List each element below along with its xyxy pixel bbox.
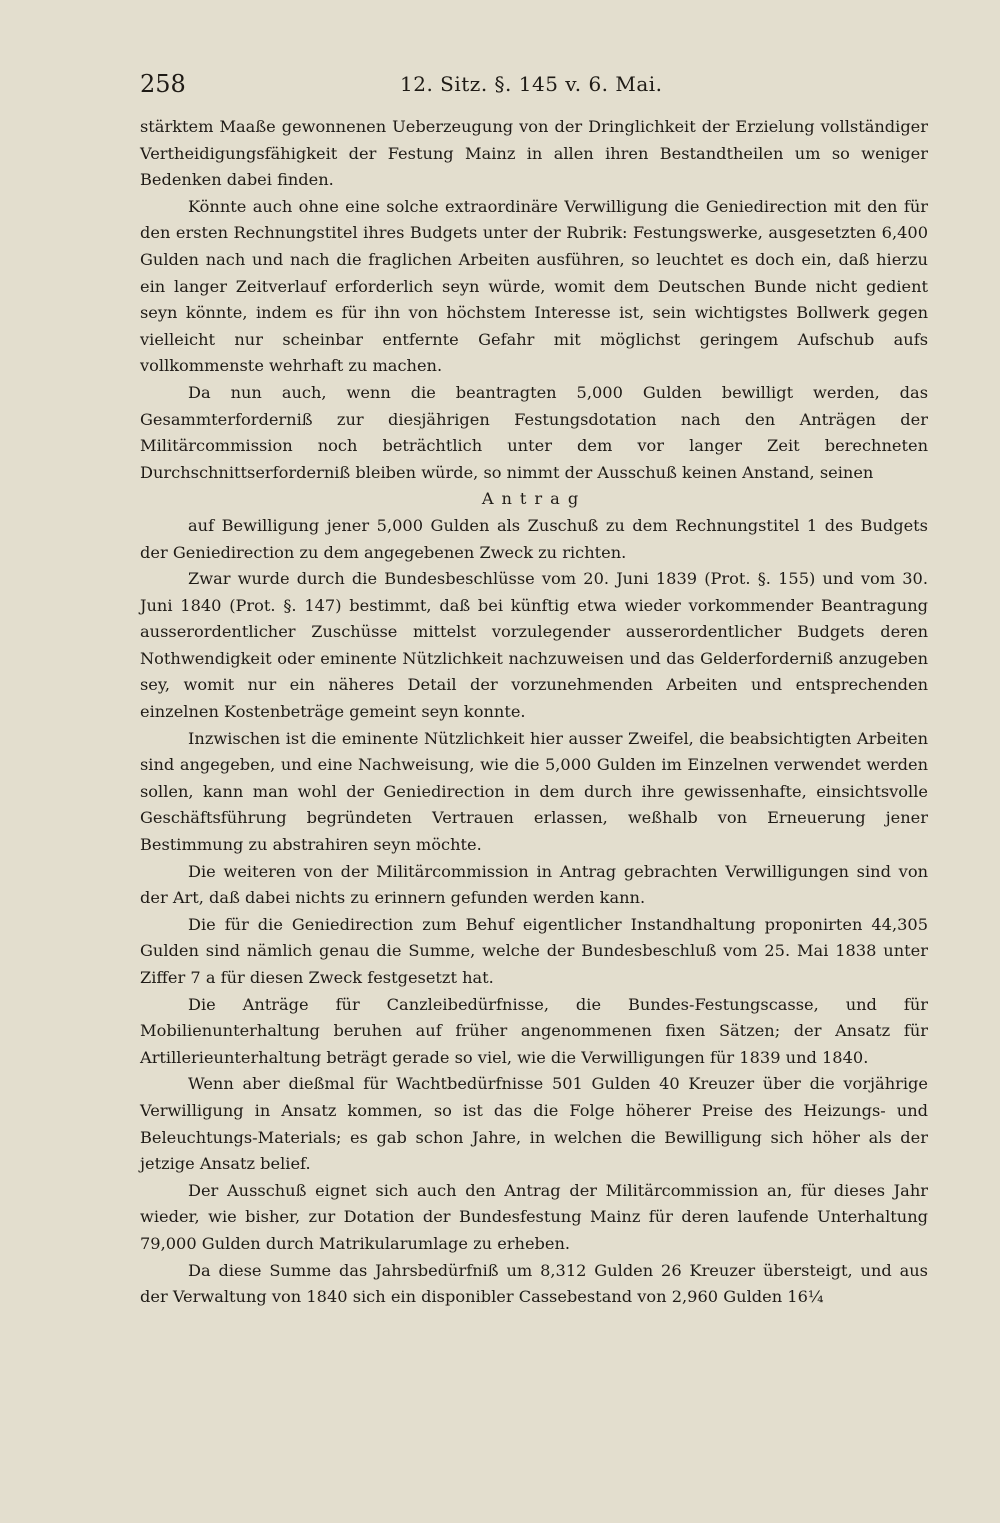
paragraph: Die für die Geniedirection zum Behuf eigentlicher Instandhaltung proponirten 44,305 Gulden sind nämlich genau die Summe, welche der Bundesbeschluß vom 25. Mai 1838 unter Ziffer 7 a für diesen Zweck festgesetzt hat. bbox=[140, 914, 928, 987]
page-number: 258 bbox=[140, 70, 186, 98]
paragraph: Könnte auch ohne eine solche extraordinäre Verwilligung die Geniedirection mit den für den ersten Rechnungstitel ihres Budgets unter der Rubrik: Festungswerke, ausgesetzten 6,400 Gulden nach und nach die fraglichen Arbeiten ausführen, so leuchtet es doch ein, daß hierzu ein langer Zeitverlauf erforderlich seyn würde, womit dem Deutschen Bunde nicht gedient seyn könnte, indem es für ihn von höchstem Interesse ist, sein wichtigstes Bollwerk gegen vielleicht nur scheinbar entfernte Gefahr mit möglichst geringem Aufschub aufs vollkommenste wehrhaft zu machen. bbox=[140, 196, 928, 376]
paragraph: Da diese Summe das Jahrsbedürfniß um 8,312 Gulden 26 Kreuzer übersteigt, und aus der Verwaltung von 1840 sich ein disponibler Cassebestand von 2,960 Gulden 16¼ bbox=[140, 1260, 928, 1307]
paragraph: Die Anträge für Canzleibedürfnisse, die Bundes-Festungscasse, und für Mobilienunterhaltung beruhen auf früher angenommenen fixen Sätzen; der Ansatz für Artillerieunterhaltung beträgt gerade so viel, wie die Verwilligungen für 1839 und 1840. bbox=[140, 994, 928, 1067]
paragraph: stärktem Maaße gewonnenen Ueberzeugung von der Dringlichkeit der Erzielung vollständiger Vertheidigungsfähigkeit der Festung Mainz in allen ihren Bestandtheilen um so weniger Bedenken dabei finden. bbox=[140, 117, 928, 190]
paragraph: Da nun auch, wenn die beantragten 5,000 Gulden bewilligt werden, das Gesammterforderniß zur diesjährigen Festungsdotation nach den Anträgen der Militärcommission noch beträchtlich unter dem vor langer Zeit berechneten Durchschnittserforderniß bleiben würde, so nimmt der Ausschuß keinen Anstand, seinen bbox=[140, 382, 928, 482]
paragraph: Zwar wurde durch die Bundesbeschlüsse vom 20. Juni 1839 (Prot. §. 155) und vom 30. Juni 1840 (Prot. §. 147) bestimmt, daß bei künftig etwa wieder vorkommender Beantragung ausserordentlicher Zuschüsse mittelst vorzulegender ausserordentlicher Budgets deren Nothwendigkeit oder eminente Nützlichkeit nachzuweisen und das Gelderforderniß anzugeben sey, womit nur ein näheres Detail der vorzunehmenden Arbeiten und entsprechenden einzelnen Kostenbeträge gemeint seyn konnte. bbox=[140, 569, 928, 722]
paragraph: Der Ausschuß eignet sich auch den Antrag der Militärcommission an, für dieses Jahr wieder, wie bisher, zur Dotation der Bundesfestung Mainz für deren laufende Unterhaltung 79,000 Gulden durch Matrikularumlage zu erheben. bbox=[140, 1180, 928, 1253]
running-head: 12. Sitz. §. 145 v. 6. Mai. bbox=[400, 72, 663, 96]
motion-heading: Antrag bbox=[481, 489, 587, 509]
body-text bbox=[140, 114, 928, 1311]
paragraph: Inzwischen ist die eminente Nützlichkeit hier ausser Zweifel, die beabsichtigten Arbeiten sind angegeben, und eine Nachweisung, wie die 5,000 Gulden im Einzelnen verwendet werden sollen, kann man wohl der Geniedirection in dem durch ihre gewissenhafte, einsichtsvolle Geschäftsführung begründeten Vertrauen erlassen, weßhalb von Erneuerung jener Bestimmung zu abstrahiren seyn möchte. bbox=[140, 728, 928, 855]
paragraph: Wenn aber dießmal für Wachtbedürfnisse 501 Gulden 40 Kreuzer über die vorjährige Verwilligung in Ansatz kommen, so ist das die Folge höherer Preise des Heizungs- und Beleuchtungs-Materials; es gab schon Jahre, in welchen die Bewilligung sich höher als der jetzige Ansatz belief. bbox=[140, 1074, 928, 1174]
paragraph: auf Bewilligung jener 5,000 Gulden als Zuschuß zu dem Rechnungstitel 1 des Budgets der Geniedirection zu dem angegebenen Zweck zu richten. bbox=[140, 515, 928, 562]
paragraph: Die weiteren von der Militärcommission in Antrag gebrachten Verwilligungen sind von der Art, daß dabei nichts zu erinnern gefunden werden kann. bbox=[140, 861, 928, 908]
page-header bbox=[140, 64, 928, 104]
